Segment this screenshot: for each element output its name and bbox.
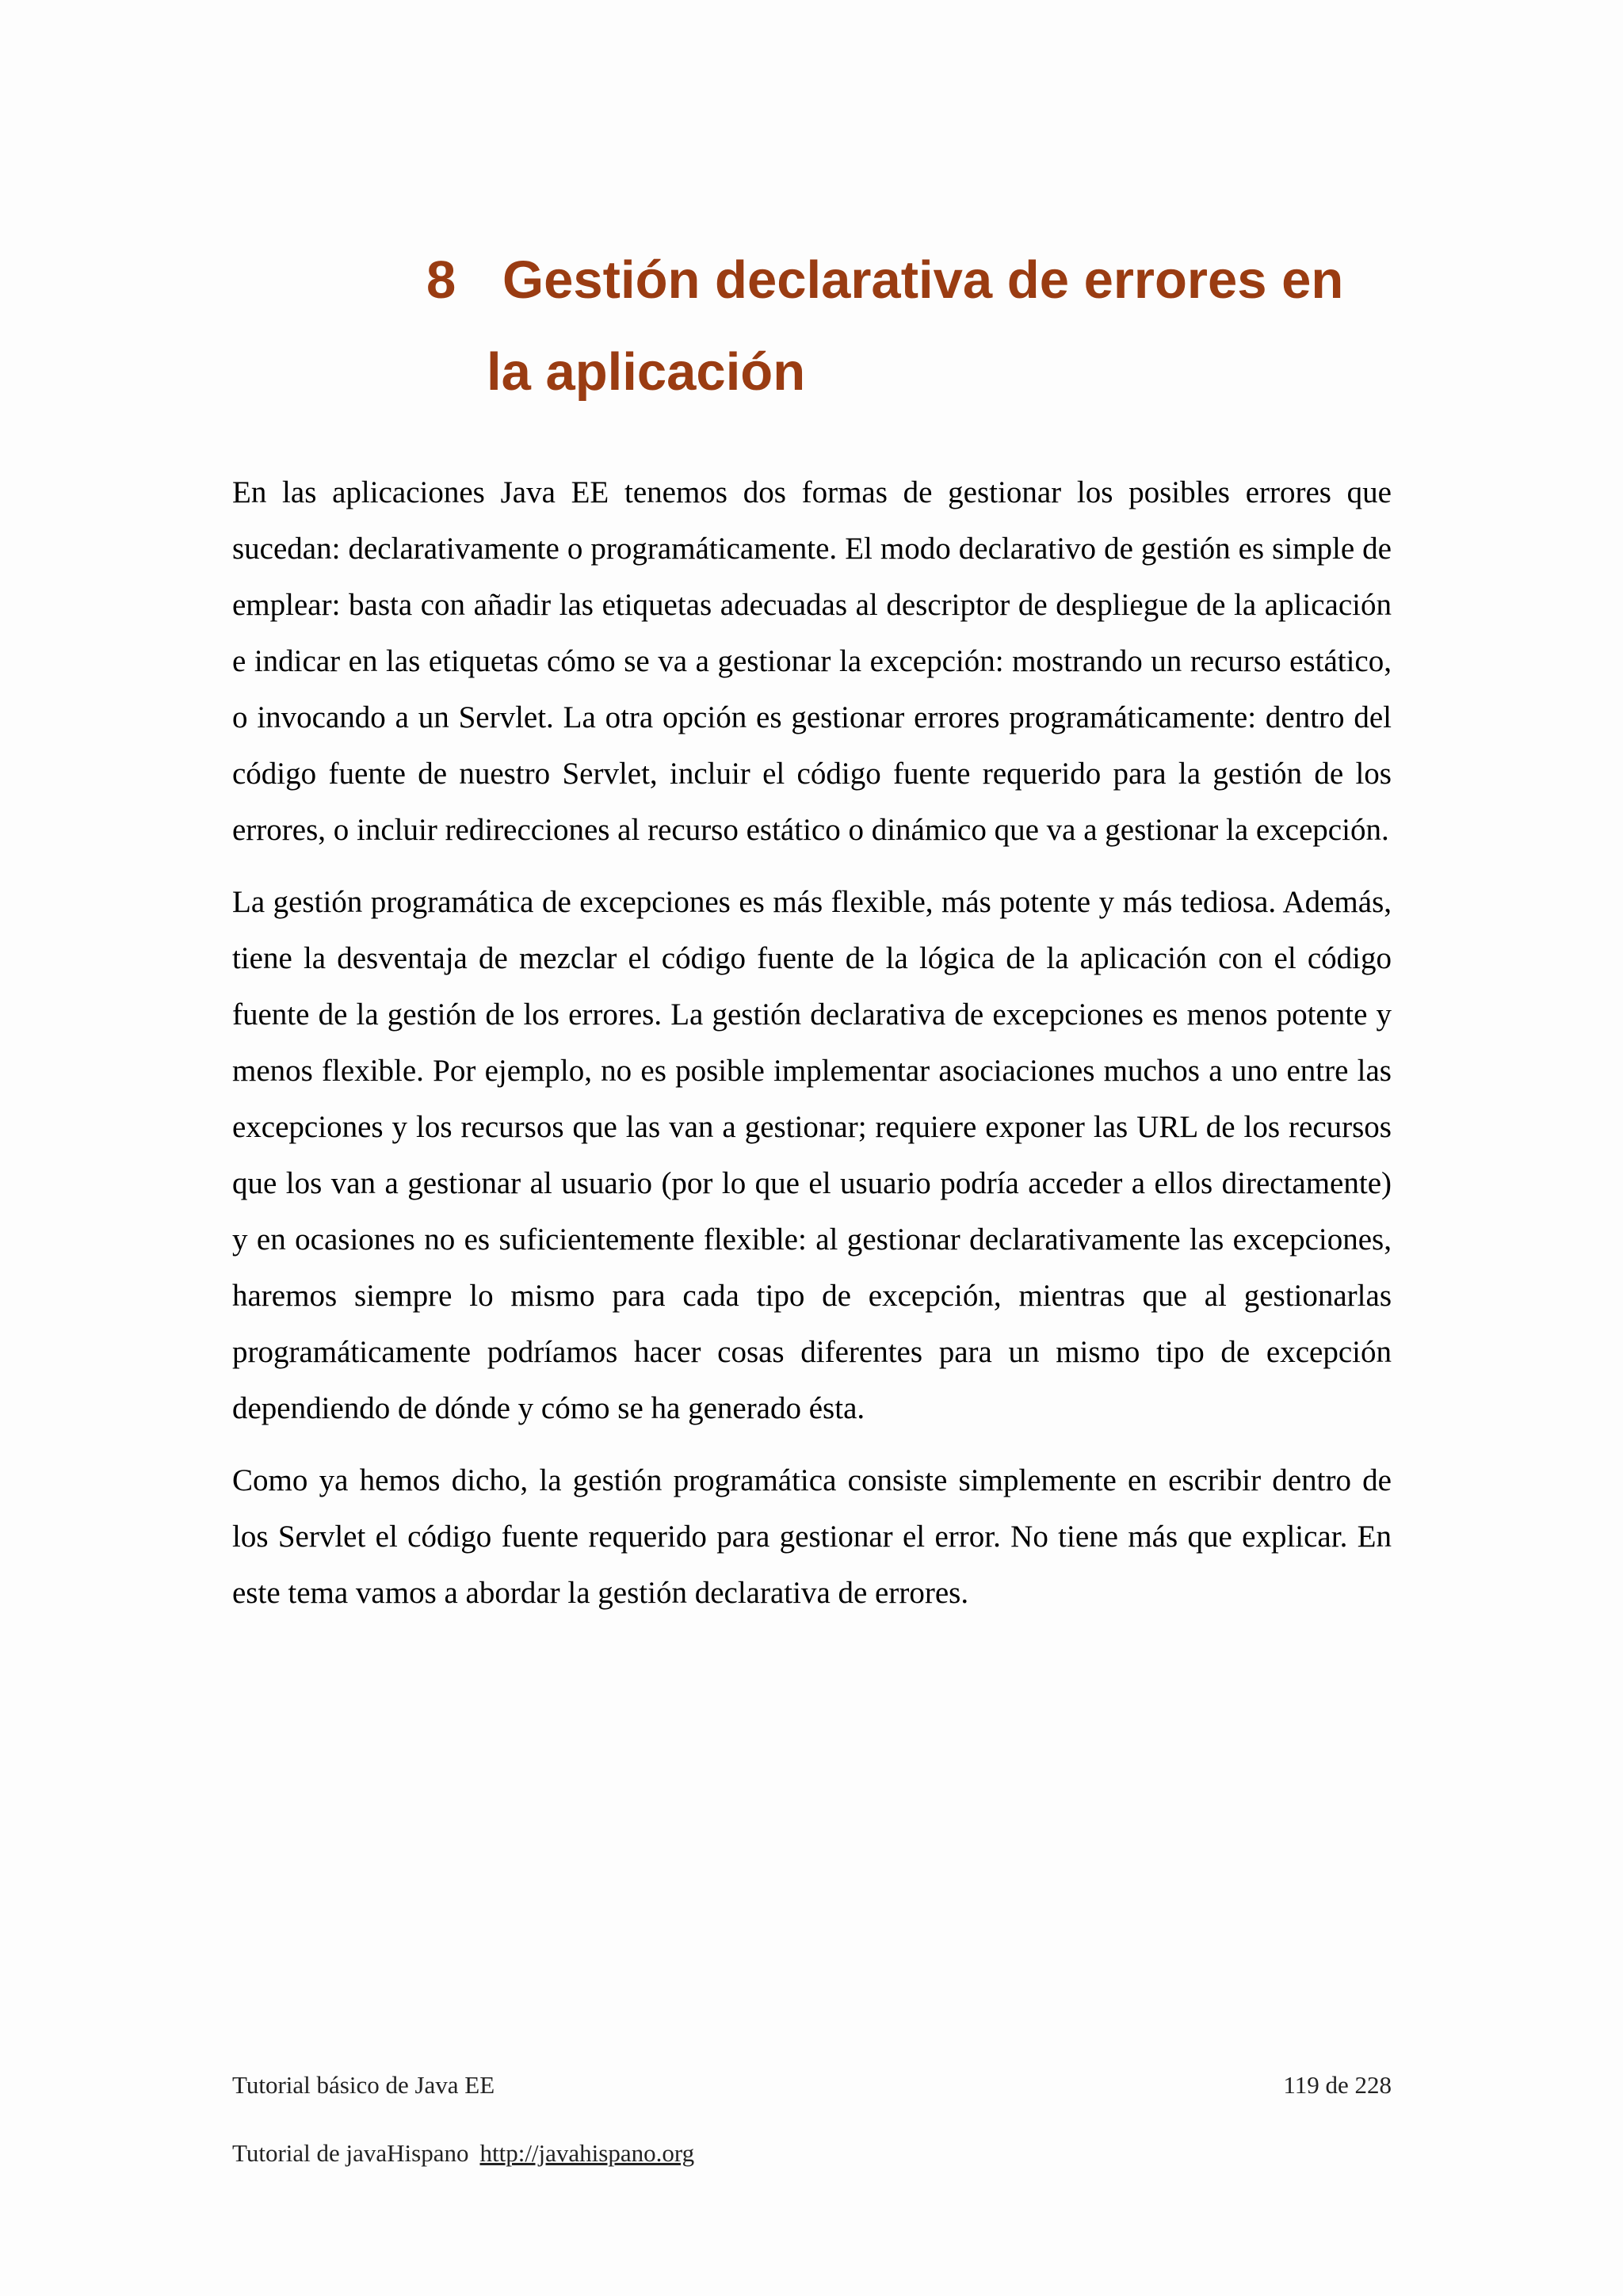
footer-top-row [232, 2071, 1392, 2100]
page-separator: de [1325, 2071, 1349, 2099]
chapter-title-line1: Gestión declarativa de errores en [502, 250, 1344, 310]
paragraph: La gestión programática de excepciones es más flexible, más potente y más tediosa. Además, tiene la desventaja de mezclar el código fuente de la lógica de la aplicación con el código fuente de la gestión de los errores. La gestión declarativa de excepciones es menos potente y menos flexible. Por ejemplo, no es posible implementar asociaciones muchos a uno entre las excepciones y los recursos que las van a gestionar; requiere exponer las URL de los recursos que los van a gestionar al usuario (por lo que el usuario podría acceder a ellos directamente) y en ocasiones no es suficientemente flexible: al gestionar declarativamente las excepciones, haremos siempre lo mismo para cada tipo de excepción, mientras que al gestionarlas programáticamente podríamos hacer cosas diferentes para un mismo tipo de excepción dependiendo de dónde y cómo se ha generado ésta. [232, 885, 1392, 1425]
page-current: 119 [1283, 2071, 1319, 2099]
footer-bottom-row [232, 2139, 1392, 2168]
book-title: Tutorial básico de Java EE [232, 2071, 495, 2099]
page-number [1283, 2071, 1392, 2100]
body-text [232, 464, 1392, 1637]
paragraph: En las aplicaciones Java EE tenemos dos formas de gestionar los posibles errores que sucedan: declarativamente o programáticamente. El modo declarativo de gestión es simple de emplear: basta con añadir las etiquetas adecuadas al descriptor de despliegue de la aplicación e indicar en las etiquetas cómo se va a gestionar la excepción: mostrando un recurso estático, o invocando a un Servlet. La otra opción es gestionar errores programáticamente: dentro del código fuente de nuestro Servlet, incluir el código fuente requerido para la gestión de los errores, o incluir redirecciones al recurso estático o dinámico que va a gestionar la excepción. [232, 475, 1392, 847]
paragraph: Como ya hemos dicho, la gestión programática consiste simplemente en escribir dentro de los Servlet el código fuente requerido para gestionar el error. No tiene más que explicar. En este tema vamos a abordar la gestión declarativa de errores. [232, 1463, 1392, 1610]
page-total: 228 [1354, 2071, 1392, 2099]
publisher-text: Tutorial de javaHispano [232, 2139, 469, 2167]
chapter-title-line2: la aplicación [487, 342, 806, 402]
chapter-heading [426, 235, 1417, 418]
chapter-number: 8 [426, 250, 456, 310]
publisher-link[interactable]: http://javahispano.org [479, 2139, 695, 2167]
